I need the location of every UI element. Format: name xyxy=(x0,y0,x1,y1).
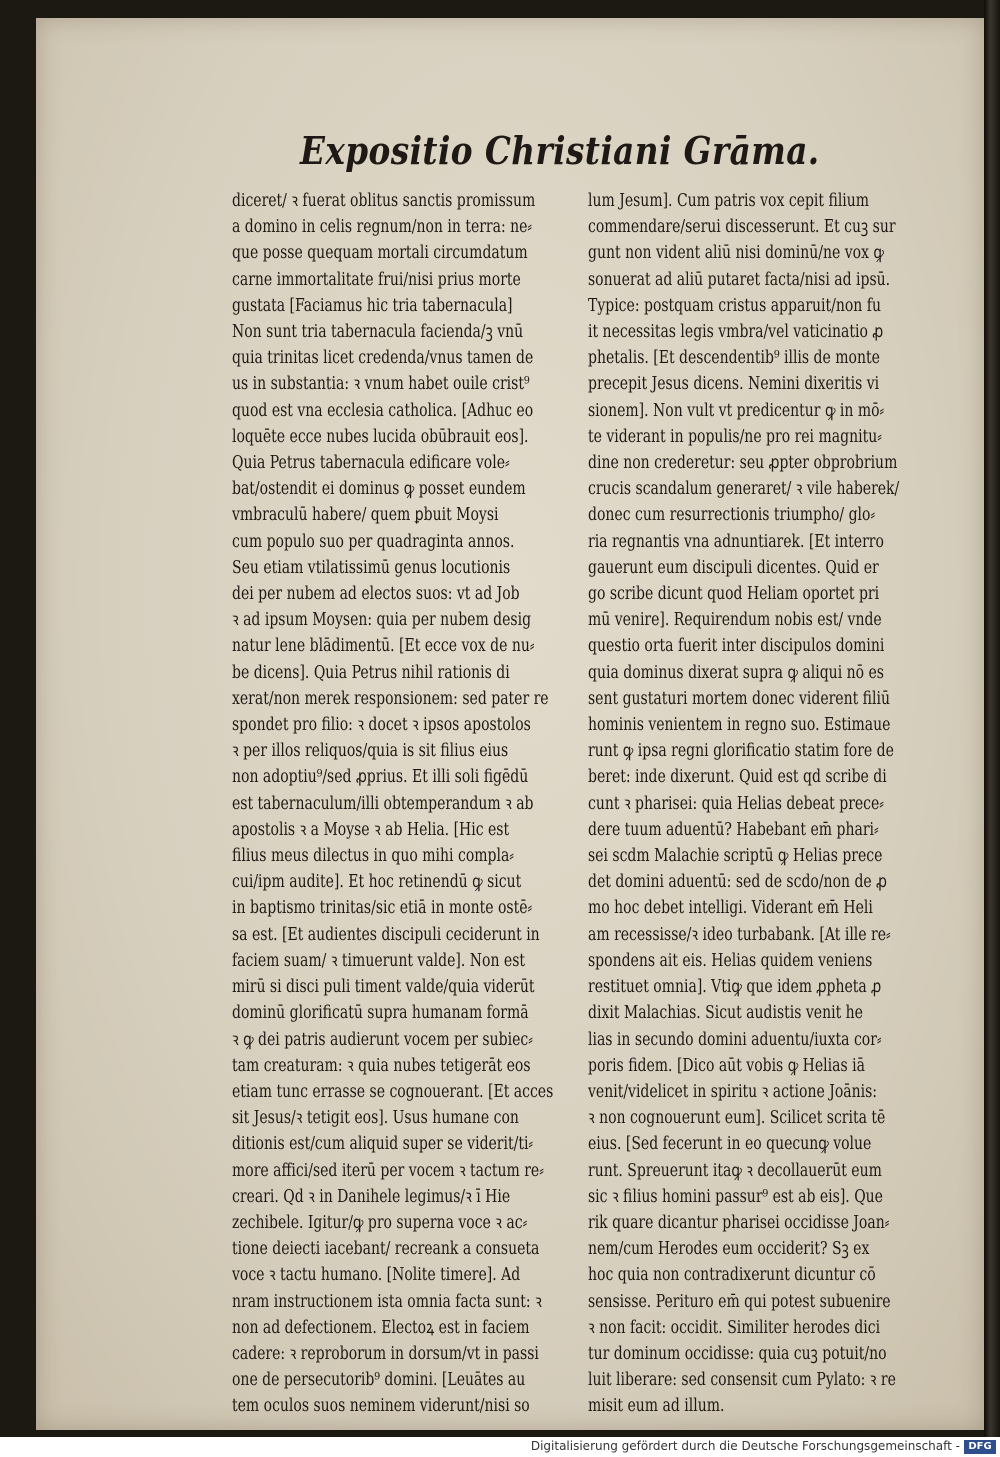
right-column-line: cunt ꝛ pharisei: quia Helias debeat prece⸗ xyxy=(588,793,884,814)
left-column-line: creari. Qd ꝛ in Danihele legimus/ꝛ ī Hie xyxy=(232,1186,511,1207)
left-column-line: que posse quequam mortali circumdatum xyxy=(232,243,528,264)
right-column-line: rik quare dicantur pharisei occidisse Joan⸗ xyxy=(588,1212,890,1233)
right-column-line: dere tuum aduentū? Habebant em̄ phari⸗ xyxy=(588,819,879,840)
left-column-line: a domino in celis regnum/non in terra: ne⸗ xyxy=(232,217,533,238)
left-column-line: carne immortalitate frui/nisi prius morte xyxy=(232,269,521,290)
left-column-line: mirū si disci puli timent valde/quia viderūt xyxy=(232,977,535,998)
footer-bar xyxy=(0,1437,1000,1457)
right-column-line: commendare/serui discesserunt. Et cuꝫ sur xyxy=(588,217,896,238)
right-column-line: poris fidem. [Dico aūt vobis ꝙ Helias iā xyxy=(588,1055,865,1076)
left-column-line: est tabernaculum/illi obtemperandum ꝛ ab xyxy=(232,793,534,814)
left-column-line: bat/ostendit ei dominus ꝙ posset eundem xyxy=(232,479,526,500)
left-column-line: loquēte ecce nubes lucida obūbrauit eos]. xyxy=(232,426,529,447)
left-column-line: ꝛ per illos reliquos/quia is sit filius eius xyxy=(232,741,509,762)
left-column-line: sit Jesus/ꝛ tetigit eos]. Usus humane con xyxy=(232,1108,519,1129)
right-column-line: crucis scandalum generaret/ ꝛ vile haberek/ xyxy=(588,479,900,500)
left-column-line: gustata [Faciamus hic tria tabernacula] xyxy=(232,295,513,316)
right-column-line: sensisse. Perituro em̄ qui potest subuenire xyxy=(588,1291,891,1312)
left-column-line: zechibele. Igitur/ꝙ pro superna voce ꝛ ac⸗ xyxy=(232,1212,528,1233)
right-column-line: sic ꝛ filius homini passur⁹ est ab eis]. Que xyxy=(588,1186,883,1207)
right-column-line: dine non crederetur: seu ꝓpter obprobrium xyxy=(588,453,898,474)
right-column-line: luit liberare: sed consensit cum Pylato: ꝛ re xyxy=(588,1370,896,1391)
right-column-line: ꝛ non cognouerunt eum]. Scilicet scrita tē xyxy=(588,1108,886,1129)
left-column-line: more affici/sed iterū per vocem ꝛ tactum re⸗ xyxy=(232,1160,544,1181)
left-column-line: tam creaturam: ꝛ quia nubes tetigerāt eos xyxy=(232,1055,531,1076)
right-column-line: sei scdm Malachie scriptū ꝙ Helias prece xyxy=(588,846,883,867)
right-column-line: te viderant in populis/ne pro rei magnitu⸗ xyxy=(588,426,882,447)
right-column-line: mo hoc debet intelligi. Viderant em̄ Heli xyxy=(588,898,873,919)
right-column-line: lias in secundo domini aduentu/iuxta cor⸗ xyxy=(588,1029,882,1050)
right-column-line: sent gustaturi mortem donec viderent filiū xyxy=(588,688,890,709)
left-column-line: dei per nubem ad electos suos: vt ad Job xyxy=(232,584,520,605)
right-column-line: it necessitas legis vmbra/vel vaticinatio ꝓ xyxy=(588,322,884,343)
right-column-line: sonuerat ad aliū putaret facta/nisi ad ipsū. xyxy=(588,269,891,290)
right-column-line: gunt non vident aliū nisi dominū/ne vox ꝙ xyxy=(588,243,884,264)
right-column-line: venit/videlicet in spiritu ꝛ actione Joānis: xyxy=(588,1081,877,1102)
left-column-line: nram instructionem ista omnia facta sunt: ꝛ xyxy=(232,1291,542,1312)
right-column-line: gauerunt eum discipuli dicentes. Quid er xyxy=(588,557,879,578)
right-column-line: mū venire]. Requirendum nobis est/ vnde xyxy=(588,610,882,631)
left-column-line: xerat/non merek responsionem: sed pater re xyxy=(232,688,549,709)
right-column-line: beret: inde dixerunt. Quid est qd scribe di xyxy=(588,767,887,788)
left-column-line: in baptismo trinitas/sic etiā in monte ostē⸗ xyxy=(232,898,533,919)
left-column-line: Quia Petrus tabernacula edificare vole⸗ xyxy=(232,453,510,474)
right-column-line: nem/cum Herodes eum occiderit? Sꝫ ex xyxy=(588,1239,870,1260)
left-column-line: cum populo suo per quadraginta annos. xyxy=(232,531,515,552)
right-column-line: sionem]. Non vult vt predicentur ꝙ in mō⸗ xyxy=(588,400,885,421)
left-column-line: quia trinitas licet credenda/vnus tamen de xyxy=(232,348,534,369)
right-column-line: questio orta fuerit inter discipulos domini xyxy=(588,636,885,657)
left-column-line: spondet pro filio: ꝛ docet ꝛ ipsos apostolos xyxy=(232,715,531,736)
left-column-line: tem oculos suos neminem viderunt/nisi so xyxy=(232,1396,530,1417)
right-column-line: spondens ait eis. Helias quidem veniens xyxy=(588,950,873,971)
right-column-line: restituet omnia]. Vtiꝙ que idem ꝓpheta ꝓ xyxy=(588,977,882,998)
left-column-line: cadere: ꝛ reproborum in dorsum/vt in passi xyxy=(232,1343,539,1364)
right-column-line: runt. Spreuerunt itaꝙ ꝛ decollauerūt eum xyxy=(588,1160,882,1181)
right-column-line: ria regnantis vna adnuntiarek. [Et interro xyxy=(588,531,884,552)
right-column-line: hoc quia non contradixerunt dicuntur cō xyxy=(588,1265,876,1286)
right-column-line: quia dominus dixerat supra ꝙ aliqui nō es xyxy=(588,662,884,683)
right-column-line: precepit Jesus dicens. Nemini dixeritis vi xyxy=(588,374,880,395)
left-column-line: one de persecutorib⁹ domini. [Leuātes au xyxy=(232,1370,526,1391)
left-column-line: non adoptiu⁹/sed ꝓprius. Et illi soli figēdū xyxy=(232,767,529,788)
right-column-line: phetalis. [Et descendentib⁹ illis de monte xyxy=(588,348,880,369)
left-column-line: natur lene blādimentū. [Et ecce vox de nu⸗ xyxy=(232,636,535,657)
left-column-line: Seu etiam vtilatissimū genus locutionis xyxy=(232,557,511,578)
right-text-column xyxy=(588,188,948,1420)
left-column-line: cui/ipm audite]. Et hoc retinendū ꝙ sicut xyxy=(232,872,522,893)
left-column-line: vmbraculū habere/ quem ꝑbuit Moysi xyxy=(232,505,499,526)
running-head: Expositio Christiani Grāma. xyxy=(300,128,820,173)
right-column-line: Typice: postquam cristus apparuit/non fu xyxy=(588,295,881,316)
left-column-line: us in substantia: ꝛ vnum habet ouile crist⁹ xyxy=(232,374,530,395)
dfg-logo: DFG xyxy=(964,1440,996,1454)
right-column-line: misit eum ad illum. xyxy=(588,1396,725,1417)
left-column-line: ꝛ ꝙ dei patris audierunt vocem per subiec⸗ xyxy=(232,1029,533,1050)
left-column-line: be dicens]. Quia Petrus nihil rationis di xyxy=(232,662,510,683)
right-column-line: go scribe dicunt quod Heliam oportet pri xyxy=(588,584,880,605)
left-column-line: non ad defectionem. Electoꝝ est in faciem xyxy=(232,1317,530,1338)
right-column-line: dixit Malachias. Sicut audistis venit he xyxy=(588,1003,863,1024)
left-text-column xyxy=(232,188,584,1420)
right-column-line: donec cum resurrectionis triumpho/ glo⸗ xyxy=(588,505,876,526)
left-column-line: sa est. [Et audientes discipuli ceciderunt in xyxy=(232,924,540,945)
right-column-line: am recessisse/ꝛ ideo turbabank. [At ille re⸗ xyxy=(588,924,891,945)
left-column-line: faciem suam/ ꝛ timuerunt valde]. Non est xyxy=(232,950,526,971)
left-column-line: dominū glorificatū supra humanam formā xyxy=(232,1003,529,1024)
right-column-line: ꝛ non facit: occidit. Similiter herodes dici xyxy=(588,1317,881,1338)
left-column-line: ꝛ ad ipsum Moysen: quia per nubem desig xyxy=(232,610,532,631)
left-column-line: etiam tunc errasse se cognouerant. [Et acces xyxy=(232,1081,554,1102)
left-column-line: ditionis est/cum aliquid super se viderit/ti⸗ xyxy=(232,1134,534,1155)
left-column-line: filius meus dilectus in quo mihi compla⸗ xyxy=(232,846,514,867)
right-column-line: tur dominum occidisse: quia cuꝫ potuit/no xyxy=(588,1343,887,1364)
right-column-line: det domini aduentū: sed de scdo/non de ꝓ xyxy=(588,872,888,893)
digitization-credit: Digitalisierung gefördert durch die Deutsche Forschungsgemeinschaft - xyxy=(530,1439,960,1453)
left-column-line: quod est vna ecclesia catholica. [Adhuc eo xyxy=(232,400,534,421)
left-column-line: apostolis ꝛ a Moyse ꝛ ab Helia. [Hic est xyxy=(232,819,510,840)
left-column-line: voce ꝛ tactu humano. [Nolite timere]. Ad xyxy=(232,1265,521,1286)
left-column-line: diceret/ ꝛ fuerat oblitus sanctis promissum xyxy=(232,191,536,211)
left-column-line: Non sunt tria tabernacula facienda/ꝫ vnū xyxy=(232,322,524,343)
right-column-line: hominis venientem in regno suo. Estimaue xyxy=(588,715,891,736)
right-column-line: lum Jesum]. Cum patris vox cepit filium xyxy=(588,191,870,211)
right-column-line: eius. [Sed fecerunt in eo quecunꝙ volue xyxy=(588,1134,872,1155)
left-column-line: tione deiecti iacebant/ recreank a consueta xyxy=(232,1239,540,1260)
right-column-line: runt ꝙ ipsa regni glorificatio statim fore de xyxy=(588,741,894,762)
book-spine-edge xyxy=(984,0,1000,1437)
